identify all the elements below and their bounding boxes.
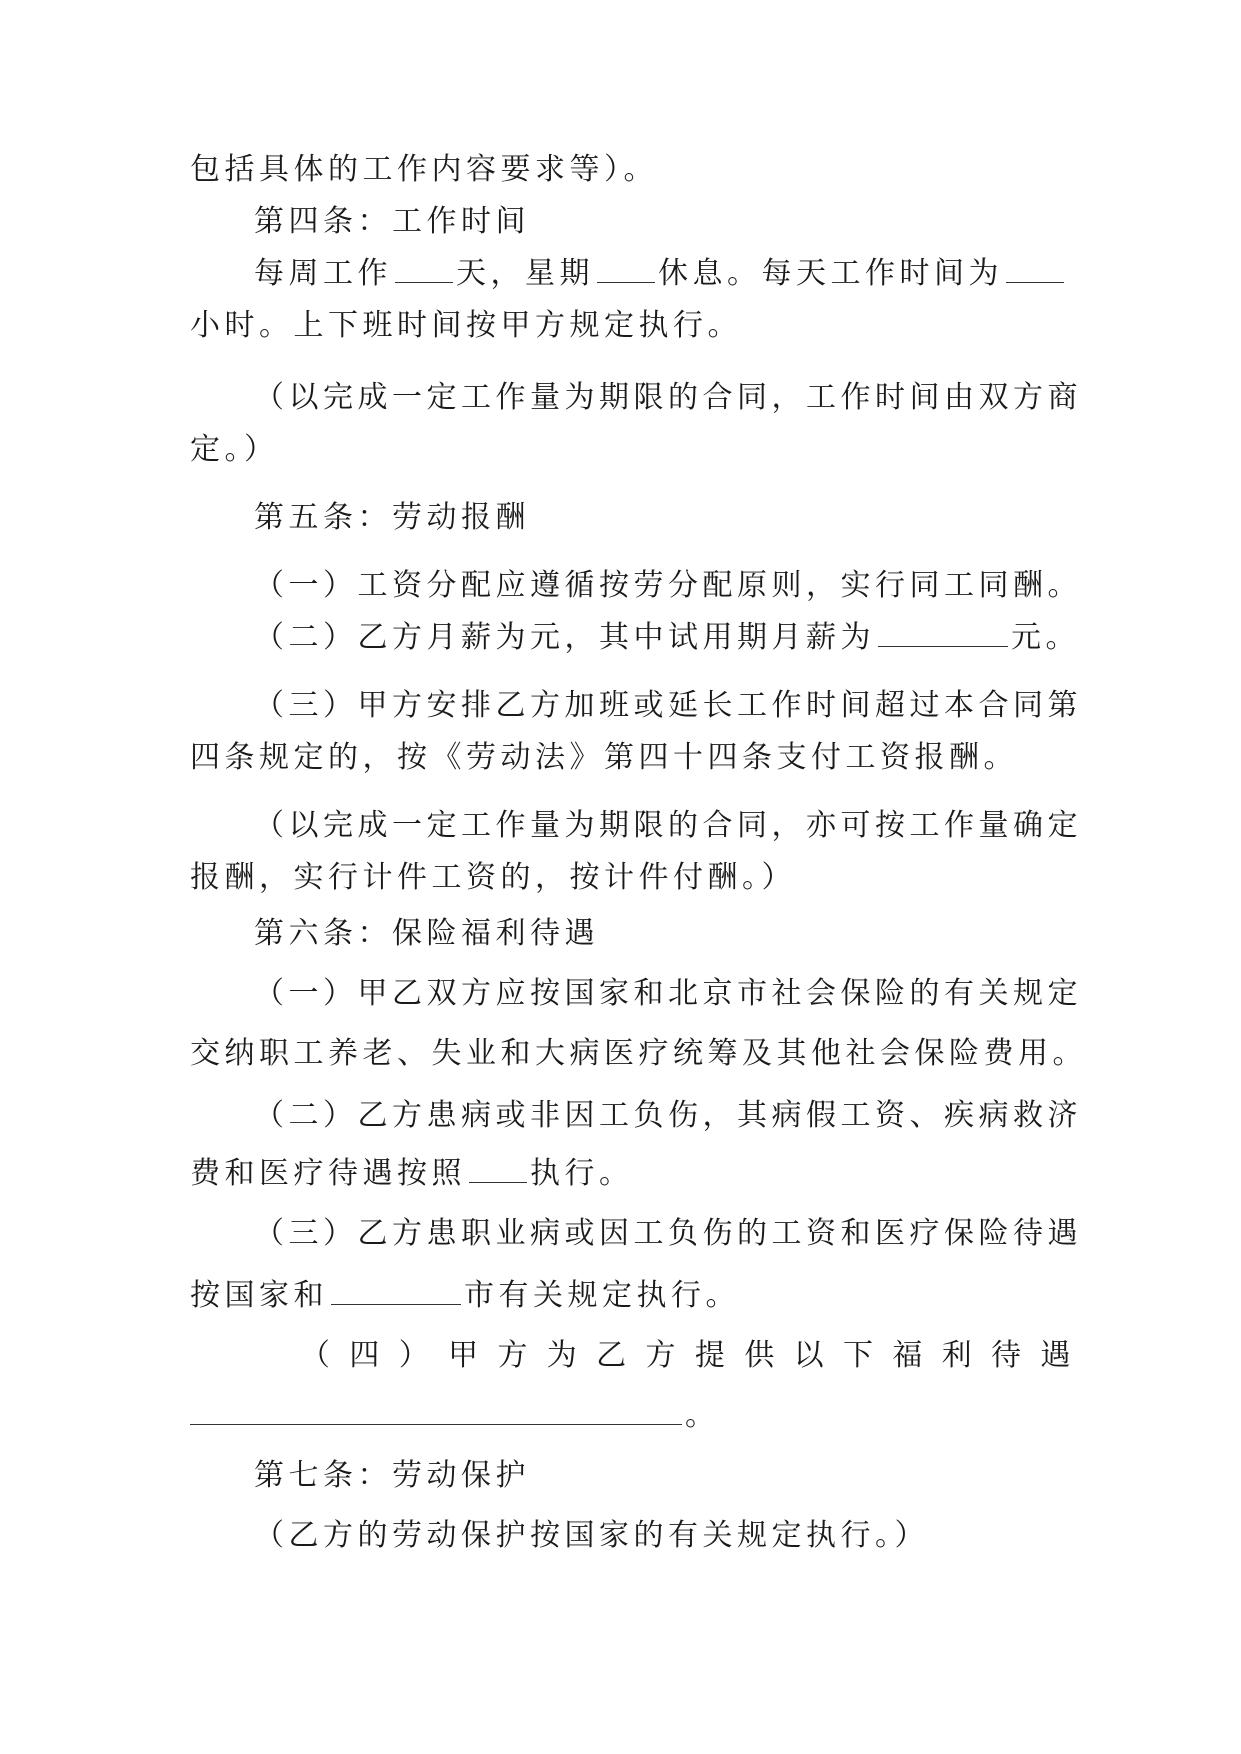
text-line [190,1276,740,1316]
text-segment: 按国家和 [190,1278,328,1313]
char: 方 [645,1338,681,1373]
text-line [190,1396,720,1436]
char: 以 [793,1338,829,1373]
article-7-heading: 第七条：劳动保护 [254,1458,530,1493]
char: 为 [546,1338,582,1373]
blank-line [395,256,453,283]
text-segment: 费和医疗待遇按照 [190,1156,466,1191]
text-segment: 元。 [1011,620,1080,655]
text-segment: 天，星期 [456,256,594,291]
blank-line [190,1398,682,1425]
char: 提 [694,1338,730,1373]
char: 乙 [596,1338,631,1373]
text-line [190,1154,634,1194]
char: 遇 [1040,1338,1075,1373]
char: 利 [941,1338,977,1373]
text-line: （以完成一定工作量为期限的合同，亦可按工作量确定 [254,808,1082,843]
char: 四 [349,1338,384,1373]
text-segment: 。 [685,1398,720,1433]
text-line: 定。） [190,432,279,467]
text-line: 报酬，实行计件工资的，按计件付酬。） [190,860,796,895]
char: 福 [892,1338,927,1373]
char: 待 [991,1338,1026,1373]
text-segment: 市有关规定执行。 [464,1278,740,1313]
text-line: （乙方的劳动保护按国家的有关规定执行。） [254,1518,929,1553]
article-6-heading: 第六条：保险福利待遇 [254,916,599,951]
char: 方 [497,1338,532,1373]
text-line: （一）工资分配应遵循按劳分配原则，实行同工同酬。 [254,568,1082,603]
text-line: （三）甲方安排乙方加班或延长工作时间超过本合同第 [254,688,1082,723]
text-line: 包括具体的工作内容要求等）。 [190,152,658,187]
blank-line [1006,256,1064,283]
text-line [254,254,1067,294]
blank-line [878,620,1008,647]
blank-line [469,1156,527,1183]
char: 下 [842,1338,878,1373]
char: （ [300,1338,335,1373]
article-5-heading: 第五条：劳动报酬 [254,500,530,535]
text-line: （一）甲乙双方应按国家和北京市社会保险的有关规定 [254,976,1082,1011]
text-line: 交纳职工养老、失业和大病医疗统筹及其他社会保险费用。 [190,1036,1087,1071]
article-4-heading: 第四条：工作时间 [254,204,530,239]
text-line [300,1336,1075,1376]
text-line: （二）乙方患病或非因工负伤，其病假工资、疾病救济 [254,1098,1082,1133]
text-line: 小时。上下班时间按甲方规定执行。 [190,308,742,343]
char: 供 [744,1338,779,1373]
text-segment: 休息。每天工作时间为 [658,256,1003,291]
blank-line [597,256,655,283]
blank-line [331,1278,461,1305]
text-line: （以完成一定工作量为期限的合同，工作时间由双方商 [254,380,1082,415]
text-line [254,618,1080,658]
text-segment: 执行。 [530,1156,634,1191]
text-segment: 每周工作 [254,256,392,291]
text-line: （三）乙方患职业病或因工负伤的工资和医疗保险待遇 [254,1216,1082,1251]
text-line: 四条规定的，按《劳动法》第四十四条支付工资报酬。 [190,740,1018,775]
char: 甲 [448,1338,483,1373]
char: ） [398,1338,434,1373]
text-segment: （二）乙方月薪为元，其中试用期月薪为 [254,620,875,655]
